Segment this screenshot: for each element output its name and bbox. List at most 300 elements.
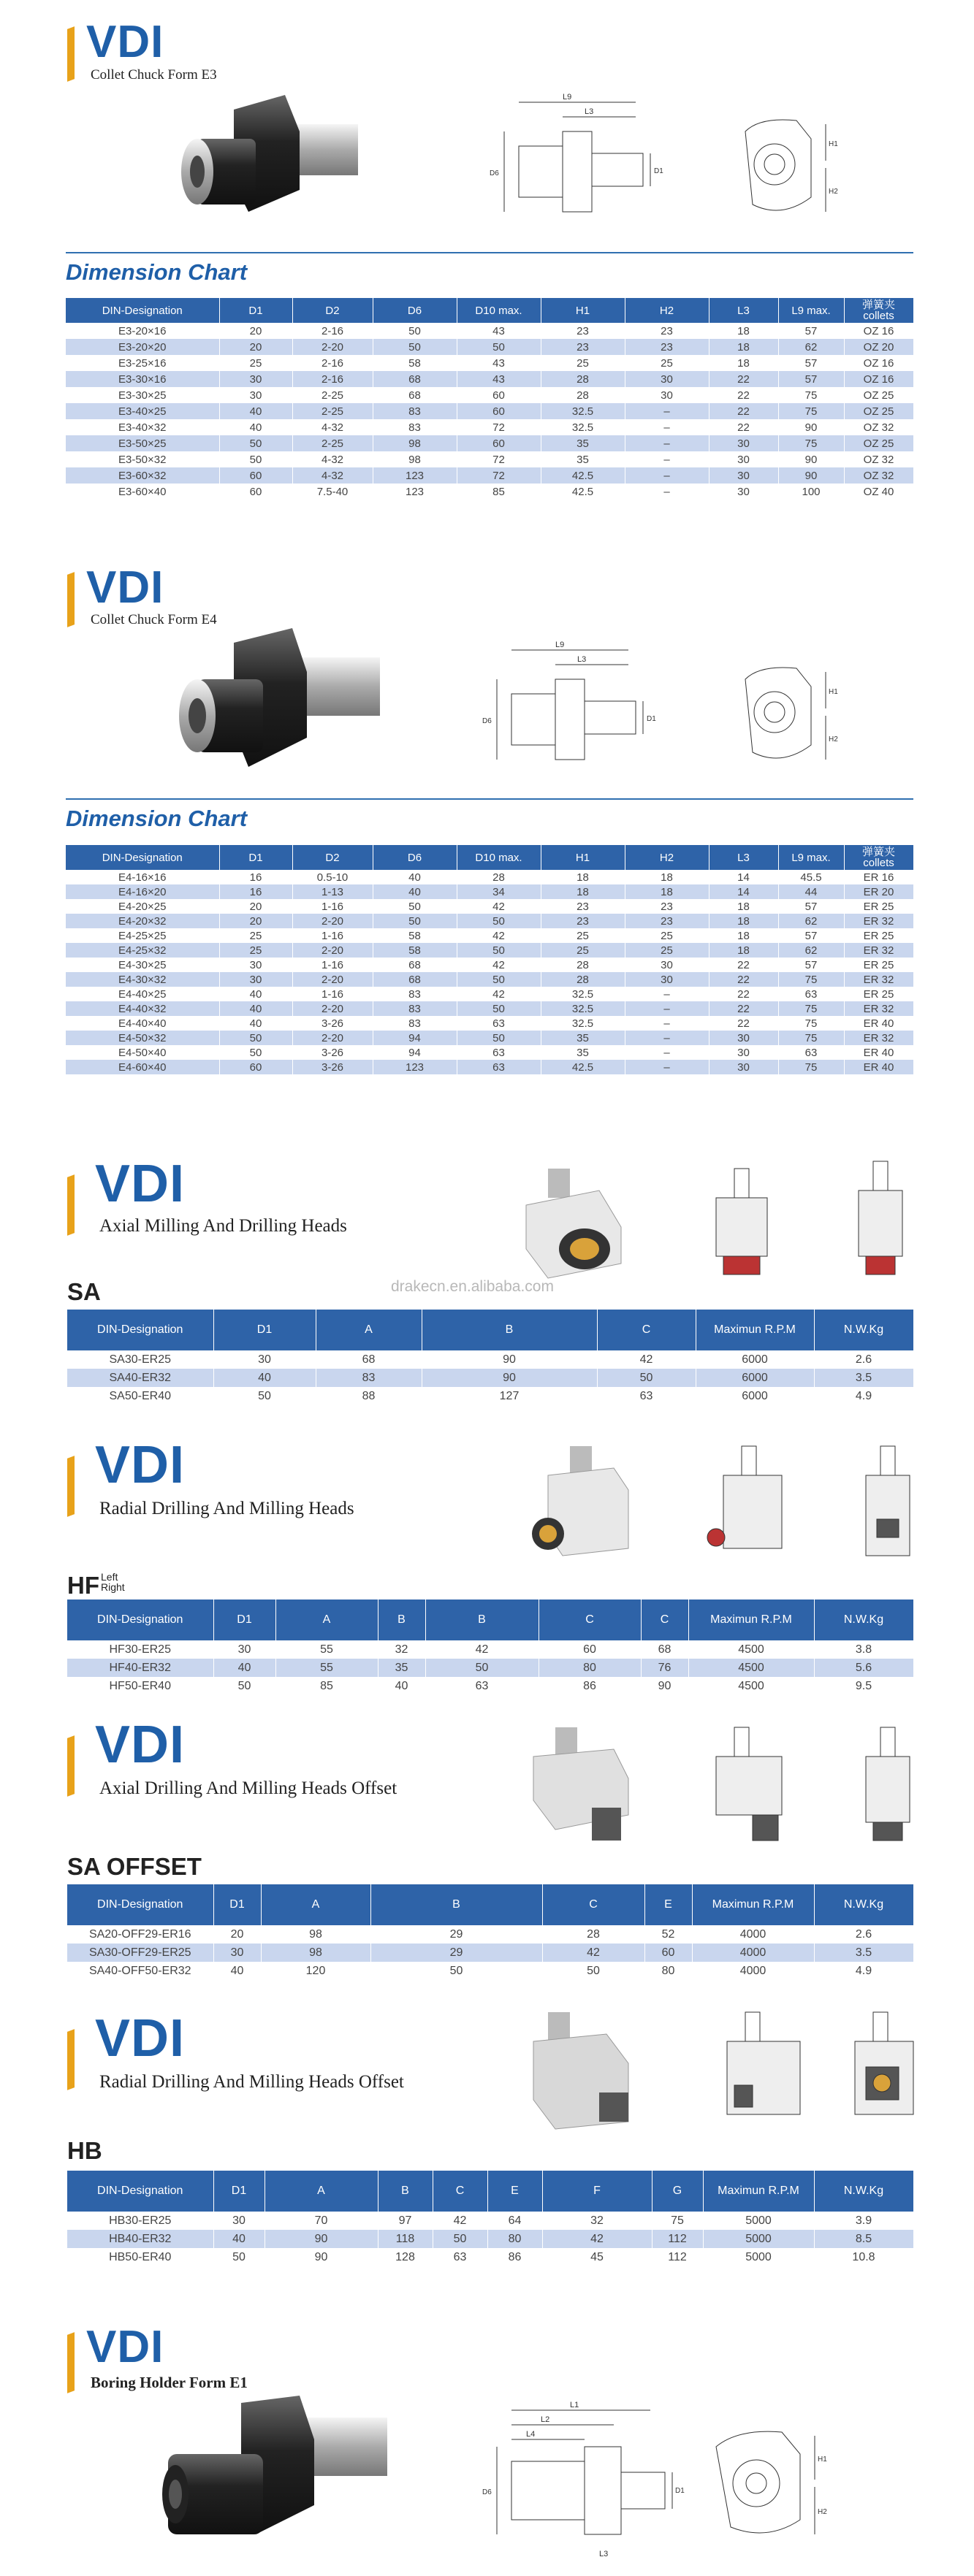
table-row [66,323,913,339]
svg-text:L3: L3 [599,2550,609,2558]
table-row [67,1640,913,1659]
table-cell: 32 [542,2212,652,2230]
table-row [66,928,913,943]
table-cell: 72 [457,451,541,467]
header-din: DIN-Designation [67,1884,213,1925]
table-cell: 50 [457,972,541,987]
table-cell: 112 [652,2230,703,2248]
hf-label-left: Left [101,1571,118,1583]
table-cell: 58 [373,943,457,958]
vdi-accent-bar [67,2029,75,2090]
table-cell: 2.6 [814,1350,913,1369]
table-cell: 30 [213,1350,316,1369]
radial-head-drawing-front [694,1446,804,1570]
table-cell: 50 [457,339,541,355]
table-cell: 63 [778,1045,844,1060]
table-cell: 57 [778,371,844,387]
table-cell: 68 [373,958,457,972]
table-cell: 22 [709,987,778,1001]
table-cell: HB40-ER32 [67,2230,213,2248]
header-b: B [370,1884,542,1925]
table-cell: E4-30×25 [66,958,219,972]
table-cell: 25 [219,928,292,943]
table-cell: 42 [457,899,541,914]
table-cell: 80 [644,1962,692,1980]
table-cell: 62 [778,943,844,958]
radial-head-image [526,1446,643,1563]
vdi-accent-bar [67,1735,75,1797]
table-cell: 30 [709,1060,778,1074]
svg-text:H1: H1 [829,688,838,696]
table-cell: ER 32 [844,1031,913,1045]
svg-text:L2: L2 [541,2415,550,2424]
table-cell: 2-20 [292,914,373,928]
table-cell: 28 [457,870,541,884]
product-subtitle: Boring Holder Form E1 [91,2374,248,2391]
table-cell: E3-50×25 [66,435,219,451]
table-cell: 5000 [703,2230,814,2248]
table-cell: 50 [370,1962,542,1980]
axial-offset-drawing-front [701,1727,796,1851]
table-cell: 3-26 [292,1016,373,1031]
table-cell: 22 [709,1016,778,1031]
table-cell: OZ 32 [844,467,913,484]
header-f: F [542,2171,652,2212]
header-h1: H1 [541,845,625,870]
table-row [67,1677,913,1695]
table-cell: 50 [433,2230,487,2248]
header-b2: B [425,1600,539,1640]
table-header-row [66,298,913,323]
table-cell: ER 25 [844,987,913,1001]
table-cell: ER 32 [844,1001,913,1016]
table-cell: 30 [219,972,292,987]
table-cell: 50 [219,435,292,451]
product-subtitle: Radial Drilling And Milling Heads Offset [99,2072,404,2092]
table-cell: E4-25×25 [66,928,219,943]
table-cell: 2-25 [292,435,373,451]
table-cell: 90 [778,451,844,467]
table-cell: 50 [213,1387,316,1405]
table-cell: 50 [457,943,541,958]
header-d6: D6 [373,298,457,323]
svg-text:L3: L3 [577,655,587,664]
vdi-logo: VDI [95,1716,186,1774]
table-cell: 127 [422,1387,597,1405]
table-cell: 28 [541,972,625,987]
table-cell: 123 [373,484,457,500]
table-cell: ER 32 [844,914,913,928]
table-cell: 5000 [703,2212,814,2230]
table-cell: OZ 32 [844,451,913,467]
table-cell: 30 [625,958,709,972]
header-e: E [644,1884,692,1925]
table-cell: 63 [433,2248,487,2266]
table-cell: 4000 [692,1925,814,1944]
table-cell: E4-30×32 [66,972,219,987]
collet-chuck-e3-image [161,95,365,241]
table-cell: 30 [709,451,778,467]
svg-text:L3: L3 [585,107,594,116]
table-cell: 20 [219,339,292,355]
vdi-logo: VDI [95,1436,186,1494]
section-divider [66,798,913,800]
table-cell: 50 [597,1369,696,1387]
table-cell: E3-50×32 [66,451,219,467]
table-cell: 4500 [688,1659,814,1677]
table-cell: HF30-ER25 [67,1640,213,1659]
table-cell: 29 [370,1925,542,1944]
table-cell: 75 [778,403,844,419]
table-cell: 32.5 [541,1001,625,1016]
table-cell: 40 [213,1962,261,1980]
table-header-row [67,1600,913,1640]
table-cell: 40 [213,1369,316,1387]
table-cell: 123 [373,1060,457,1074]
table-cell: 30 [625,371,709,387]
table-cell: 75 [778,1060,844,1074]
table-cell: 45 [542,2248,652,2266]
watermark-text: drakecn.en.alibaba.com [391,1278,554,1295]
table-cell: 35 [541,451,625,467]
table-cell: 75 [778,1016,844,1031]
table-cell: – [625,419,709,435]
table-cell: 43 [457,355,541,371]
table-cell: 3.8 [814,1640,913,1659]
e1-end-view-drawing [701,2418,833,2549]
header-c2: C [641,1600,688,1640]
table-cell: 63 [425,1677,539,1695]
table-cell: 90 [778,467,844,484]
vdi-logo: VDI [95,1155,186,1213]
table-cell: 42 [457,928,541,943]
table-cell: E3-20×20 [66,339,219,355]
table-cell: 35 [541,1045,625,1060]
table-cell: 75 [652,2212,703,2230]
table-cell: OZ 40 [844,484,913,500]
table-cell: E4-16×20 [66,884,219,899]
table-cell: 75 [778,972,844,987]
header-din: DIN-Designation [66,298,219,323]
header-d1: D1 [219,298,292,323]
hb-spec-table [67,2171,914,2266]
vdi-logo: VDI [86,17,164,67]
table-cell: 20 [219,899,292,914]
hf-label-right: Right [101,1581,125,1593]
header-d6: D6 [373,845,457,870]
vdi-accent-bar [67,1456,75,1517]
table-cell: 112 [652,2248,703,2266]
table-row [67,2230,913,2248]
table-cell: 0.5-10 [292,870,373,884]
table-cell: – [625,1031,709,1045]
table-cell: E3-30×25 [66,387,219,403]
table-cell: E4-40×25 [66,987,219,1001]
svg-text:L1: L1 [570,2401,579,2409]
table-cell: E4-16×16 [66,870,219,884]
table-cell: – [625,451,709,467]
table-cell: 90 [778,419,844,435]
table-cell: 42.5 [541,484,625,500]
table-cell: 30 [709,1045,778,1060]
table-cell: 98 [373,435,457,451]
table-cell: 40 [219,987,292,1001]
header-a: A [261,1884,370,1925]
table-cell: 30 [709,484,778,500]
table-cell: 18 [709,914,778,928]
header-d1: D1 [213,1600,275,1640]
table-cell: – [625,1045,709,1060]
table-cell: 18 [541,884,625,899]
table-cell: SA20-OFF29-ER16 [67,1925,213,1944]
table-row [66,371,913,387]
axial-head-image [519,1169,643,1285]
header-weight: N.W.Kg [814,1310,913,1350]
table-cell: 52 [644,1925,692,1944]
svg-text:D6: D6 [490,169,499,177]
header-b: B [378,1600,425,1640]
svg-text:L9: L9 [555,641,565,649]
table-cell: ER 25 [844,899,913,914]
table-cell: 35 [541,435,625,451]
table-cell: 22 [709,972,778,987]
e1-technical-drawing [468,2396,687,2564]
table-cell: 32.5 [541,987,625,1001]
table-cell: 50 [219,451,292,467]
table-cell: 83 [316,1369,422,1387]
header-rpm: Maximun R.P.M [703,2171,814,2212]
header-din: DIN-Designation [67,2171,213,2212]
table-cell: 25 [625,355,709,371]
table-cell: 7.5-40 [292,484,373,500]
table-cell: 6000 [696,1387,814,1405]
table-cell: E3-60×40 [66,484,219,500]
table-cell: 40 [378,1677,425,1695]
header-c: C [597,1310,696,1350]
table-cell: 32.5 [541,403,625,419]
table-cell: 50 [219,1045,292,1060]
table-cell: 64 [487,2212,542,2230]
table-cell: – [625,403,709,419]
table-cell: 60 [219,467,292,484]
table-cell: E4-20×32 [66,914,219,928]
header-h1: H1 [541,298,625,323]
table-cell: 63 [457,1060,541,1074]
table-cell: 18 [625,870,709,884]
table-cell: OZ 16 [844,371,913,387]
header-d2: D2 [292,845,373,870]
table-cell: OZ 25 [844,387,913,403]
table-header-row [67,2171,913,2212]
vdi-accent-bar [67,2332,75,2393]
table-cell: 6000 [696,1350,814,1369]
product-code-label [67,1572,125,1600]
table-cell: E3-25×16 [66,355,219,371]
e3-technical-drawing [453,88,672,234]
table-cell: 63 [457,1016,541,1031]
table-row [66,914,913,928]
table-cell: 76 [641,1659,688,1677]
radial-head-drawing-side [855,1446,921,1570]
table-cell: 98 [373,451,457,467]
table-row [67,2248,913,2266]
table-row [66,467,913,484]
table-cell: ER 25 [844,928,913,943]
table-cell: 35 [541,1031,625,1045]
table-cell: 83 [373,1016,457,1031]
table-cell: 16 [219,884,292,899]
table-cell: 32.5 [541,419,625,435]
table-cell: 40 [373,884,457,899]
table-cell: 1-13 [292,884,373,899]
table-cell: 2-16 [292,355,373,371]
table-cell: – [625,435,709,451]
table-cell: 42 [542,2230,652,2248]
table-cell: OZ 25 [844,435,913,451]
table-cell: 83 [373,403,457,419]
vdi-accent-bar [67,26,75,82]
table-cell: 2-20 [292,943,373,958]
table-cell: 90 [641,1677,688,1695]
table-row [66,387,913,403]
table-cell: 75 [778,387,844,403]
table-cell: SA30-ER25 [67,1350,213,1369]
e4-technical-drawing [460,635,680,781]
table-cell: 29 [370,1944,542,1962]
header-l9: L9 max. [778,298,844,323]
table-cell: 22 [709,958,778,972]
e3-dimension-table [66,298,914,500]
table-cell: 60 [644,1944,692,1962]
table-cell: 60 [457,403,541,419]
table-cell: 20 [219,323,292,339]
table-cell: 22 [709,403,778,419]
table-cell: 6000 [696,1369,814,1387]
table-cell: 4-32 [292,419,373,435]
table-cell: 85 [457,484,541,500]
header-d10: D10 max. [457,298,541,323]
table-cell: 72 [457,419,541,435]
header-d1: D1 [213,1884,261,1925]
table-cell: – [625,1060,709,1074]
table-cell: 60 [219,484,292,500]
table-cell: 63 [778,987,844,1001]
table-row [67,1944,913,1962]
table-cell: HB30-ER25 [67,2212,213,2230]
table-cell: 18 [709,928,778,943]
table-cell: 30 [219,958,292,972]
axial-offset-head-image [526,1727,643,1844]
header-din: DIN-Designation [67,1310,213,1350]
table-cell: 14 [709,884,778,899]
table-cell: 57 [778,928,844,943]
table-cell: 75 [778,1001,844,1016]
table-cell: E4-40×40 [66,1016,219,1031]
table-cell: 42.5 [541,1060,625,1074]
e3-end-view-drawing [731,110,848,226]
table-cell: 30 [709,1031,778,1045]
table-cell: 1-16 [292,928,373,943]
table-cell: 40 [219,403,292,419]
table-header-row [67,1884,913,1925]
table-cell: 42 [457,958,541,972]
table-cell: 4.9 [814,1962,913,1980]
table-cell: ER 40 [844,1045,913,1060]
table-cell: E4-20×25 [66,899,219,914]
table-cell: 58 [373,355,457,371]
table-cell: 57 [778,355,844,371]
table-cell: 4500 [688,1677,814,1695]
header-d1: D1 [213,2171,265,2212]
table-row [67,1659,913,1677]
table-cell: 23 [625,323,709,339]
table-cell: 58 [373,928,457,943]
table-cell: 9.5 [814,1677,913,1695]
table-cell: 18 [709,339,778,355]
table-cell: 2-25 [292,403,373,419]
table-cell: 80 [487,2230,542,2248]
table-cell: ER 32 [844,943,913,958]
table-cell: 63 [457,1045,541,1060]
header-d2: D2 [292,298,373,323]
table-row [66,870,913,884]
hf-spec-table [67,1600,914,1695]
table-cell: 50 [425,1659,539,1677]
header-l9: L9 max. [778,845,844,870]
table-cell: 23 [541,323,625,339]
table-cell: SA30-OFF29-ER25 [67,1944,213,1962]
table-cell: E4-60×40 [66,1060,219,1074]
svg-text:D1: D1 [647,715,656,723]
table-row [66,958,913,972]
table-cell: 50 [213,1677,275,1695]
table-row [66,1045,913,1060]
table-cell: 120 [261,1962,370,1980]
header-e: E [487,2171,542,2212]
table-cell: 60 [457,387,541,403]
table-cell: 50 [457,1001,541,1016]
table-cell: – [625,987,709,1001]
table-cell: 40 [373,870,457,884]
header-a: A [275,1600,378,1640]
table-cell: 90 [265,2248,378,2266]
table-cell: E4-25×32 [66,943,219,958]
table-cell: 97 [378,2212,433,2230]
table-cell: 40 [213,2230,265,2248]
table-cell: ER 16 [844,870,913,884]
table-cell: 5.6 [814,1659,913,1677]
table-cell: 22 [709,371,778,387]
axial-offset-drawing-side [855,1727,921,1851]
table-cell: 44 [778,884,844,899]
header-b: B [422,1310,597,1350]
table-cell: 55 [275,1640,378,1659]
table-cell: 30 [625,972,709,987]
table-cell: ER 40 [844,1016,913,1031]
table-cell: 28 [542,1925,644,1944]
table-cell: 62 [778,914,844,928]
table-cell: 25 [541,928,625,943]
header-b: B [378,2171,433,2212]
table-cell: 20 [219,914,292,928]
header-weight: N.W.Kg [814,2171,913,2212]
table-cell: 68 [641,1640,688,1659]
table-cell: 25 [625,943,709,958]
table-cell: 94 [373,1031,457,1045]
header-weight: N.W.Kg [814,1600,913,1640]
table-cell: 83 [373,987,457,1001]
header-rpm: Maximun R.P.M [692,1884,814,1925]
